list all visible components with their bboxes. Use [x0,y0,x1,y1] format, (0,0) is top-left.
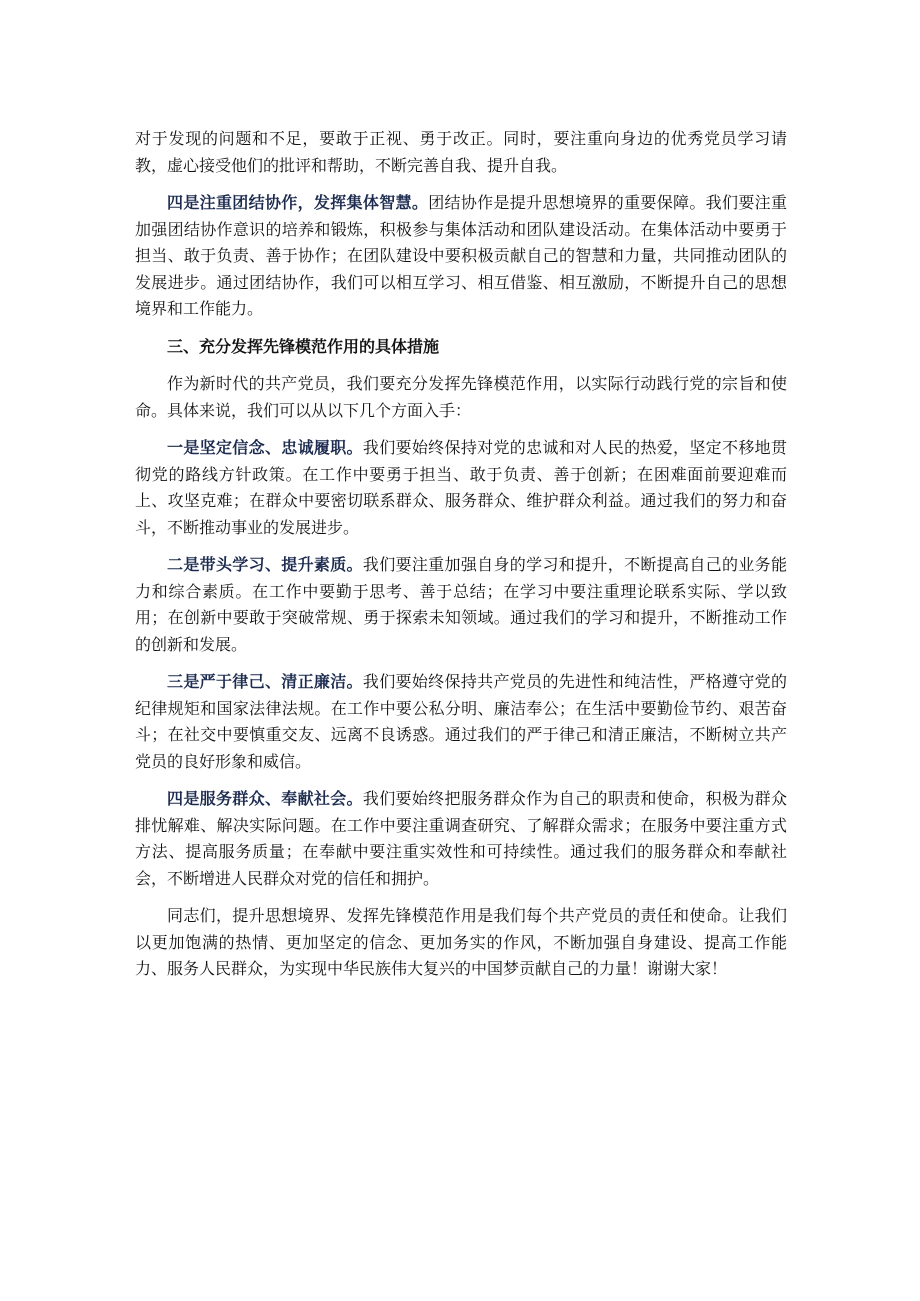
paragraph-text: 对于发现的问题和不足，要敢于正视、勇于改正。同时，要注重向身边的优秀党员学习请教，虚心接受他们的批评和帮助，不断完善自我、提升自我。 [135,129,787,175]
paragraph-text: 同志们，提升思想境界、发挥先锋模范作用是我们每个共产党员的责任和使命。让我们以更加饱满的热情、更加坚定的信念、更加务实的作风，不断加强自身建设、提高工作能力、服务人民群众，为实现中华民族伟大复兴的中国梦贡献自己的力量！谢谢大家！ [135,906,787,978]
paragraph-text: 作为新时代的共产党员，我们要充分发挥先锋模范作用，以实际行动践行党的宗旨和使命。具体来说，我们可以从以下几个方面入手： [135,374,787,420]
paragraph-measure-4 [135,786,787,892]
paragraph-teamwork [135,190,787,323]
paragraph-continuation [135,126,787,179]
paragraph-lead: 三是严于律己、清正廉洁。 [167,672,363,691]
paragraph-lead: 一是坚定信念、忠诚履职。 [167,438,363,457]
paragraph-lead: 二是带头学习、提升素质。 [167,555,363,574]
paragraph-text: 我们要注重加强自身的学习和提升，不断提高自己的业务能力和综合素质。在工作中要勤于思考、善于总结；在学习中要注重理论联系实际、学以致用；在创新中要敢于突破常规、勇于探索未知领域。通过我们的学习和提升，不断推动工作的创新和发展。 [135,555,787,654]
paragraph-text: 我们要始终保持对党的忠诚和对人民的热爱，坚定不移地贯彻党的路线方针政策。在工作中要勇于担当、敢于负责、善于创新；在困难面前要迎难而上、攻坚克难；在群众中要密切联系群众、服务群众、维护群众利益。通过我们的努力和奋斗，不断推动事业的发展进步。 [135,438,787,537]
document-body [135,126,787,994]
paragraph-text: 我们要始终把服务群众作为自己的职责和使命，积极为群众排忧解难、解决实际问题。在工作中要注重调查研究、了解群众需求；在服务中要注重方式方法、提高服务质量；在奉献中要注重实效性和可持续性。通过我们的服务群众和奉献社会，不断增进人民群众对党的信任和拥护。 [135,789,787,888]
section-heading [135,334,787,361]
paragraph-lead: 四是服务群众、奉献社会。 [167,789,363,808]
paragraph-text: 团结协作是提升思想境界的重要保障。我们要注重加强团结协作意识的培养和锻炼，积极参与集体活动和团队建设活动。在集体活动中要勇于担当、敢于负责、善于协作；在团队建设中要积极贡献自己的智慧和力量，共同推动团队的发展进步。通过团结协作，我们可以相互学习、相互借鉴、相互激励，不断提升自己的思想境界和工作能力。 [135,193,787,318]
paragraph-closing [135,903,787,983]
paragraph-lead: 四是注重团结协作，发挥集体智慧。 [167,193,429,212]
paragraph-text: 我们要始终保持共产党员的先进性和纯洁性，严格遵守党的纪律规矩和国家法律法规。在工作中要公私分明、廉洁奉公；在生活中要勤俭节约、艰苦奋斗；在社交中要慎重交友、远离不良诱惑。通过我们的严于律己和清正廉洁，不断树立共产党员的良好形象和威信。 [135,672,787,771]
section-heading-text: 三、充分发挥先锋模范作用的具体措施 [167,336,440,356]
paragraph-measure-2 [135,552,787,658]
paragraph-intro [135,371,787,424]
paragraph-measure-1 [135,435,787,541]
paragraph-measure-3 [135,669,787,775]
